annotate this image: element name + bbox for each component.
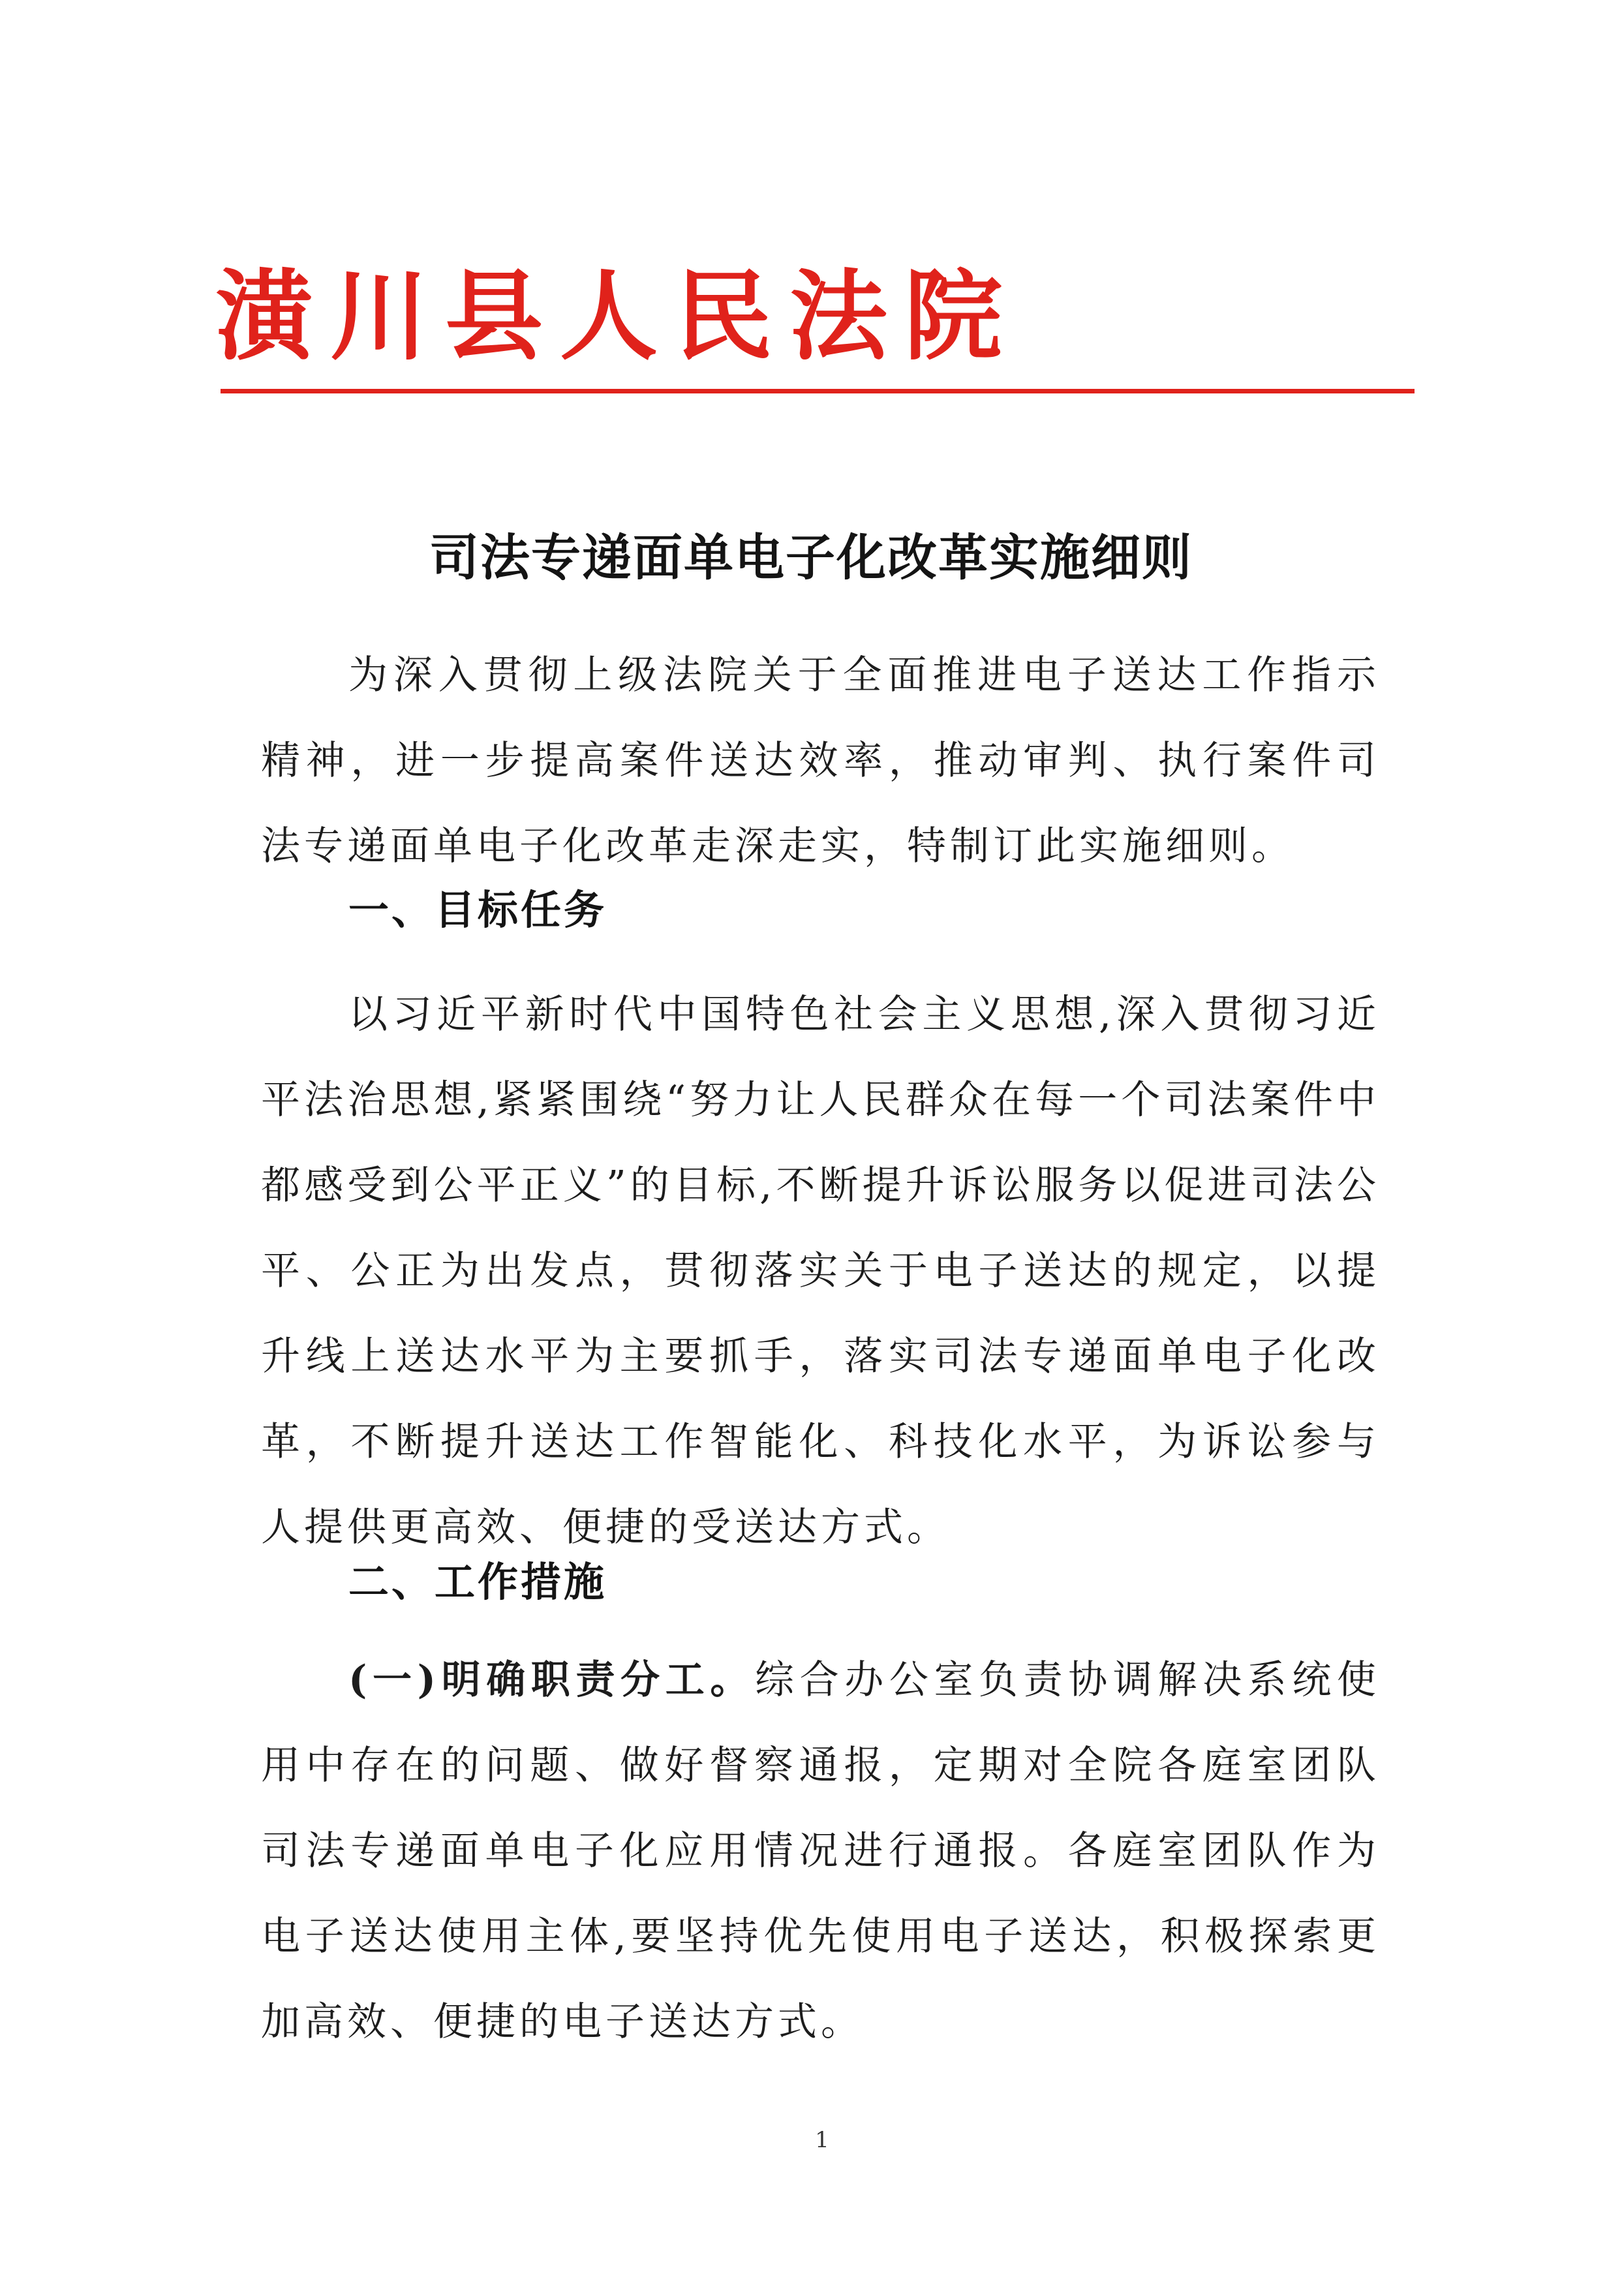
measures-item-1-text: 综合办公室负责协调解决系统使用中存在的问题、做好督察通报，定期对全院各庭室团队司法专递面单电子化应用情况进行通报。各庭室团队作为电子送达使用主体,要坚持优先使用电子送达，积极探索更加高效、便捷的电子送达方式。 [261, 1657, 1381, 2045]
court-name-header: 潢川县人民法院 [215, 259, 1020, 374]
goals-paragraph: 以习近平新时代中国特色社会主义思想,深入贯彻习近平法治思想,紧紧围绕“努力让人民群众在每一个司法案件中都感受到公平正义”的目标,不断提升诉讼服务以促进司法公平、公正为出发点，贯彻落实关于电子送达的规定，以提升线上送达水平为主要抓手，落实司法专递面单电子化改革，不断提升送达工作智能化、科技化水平，为诉讼参与人提供更高效、便捷的受送达方式。 [261, 992, 1380, 1550]
document-title: 司法专递面单电子化改革实施细则 [429, 528, 1193, 587]
measures-item-1-lead: (一)明确职责分工。 [348, 1657, 755, 1703]
red-header-rule [221, 389, 1415, 393]
intro-paragraph: 为深入贯彻上级法院关于全面推进电子送达工作指示精神，进一步提高案件送达效率，推动审判、执行案件司法专递面单电子化改革走深走实，特制订此实施细则。 [261, 652, 1380, 869]
section-heading-goals: 一、目标任务 [348, 886, 607, 934]
measures-item-1 [261, 1638, 1380, 2065]
page-number: 1 [815, 2127, 829, 2153]
section-heading-measures: 二、工作措施 [348, 1558, 607, 1606]
